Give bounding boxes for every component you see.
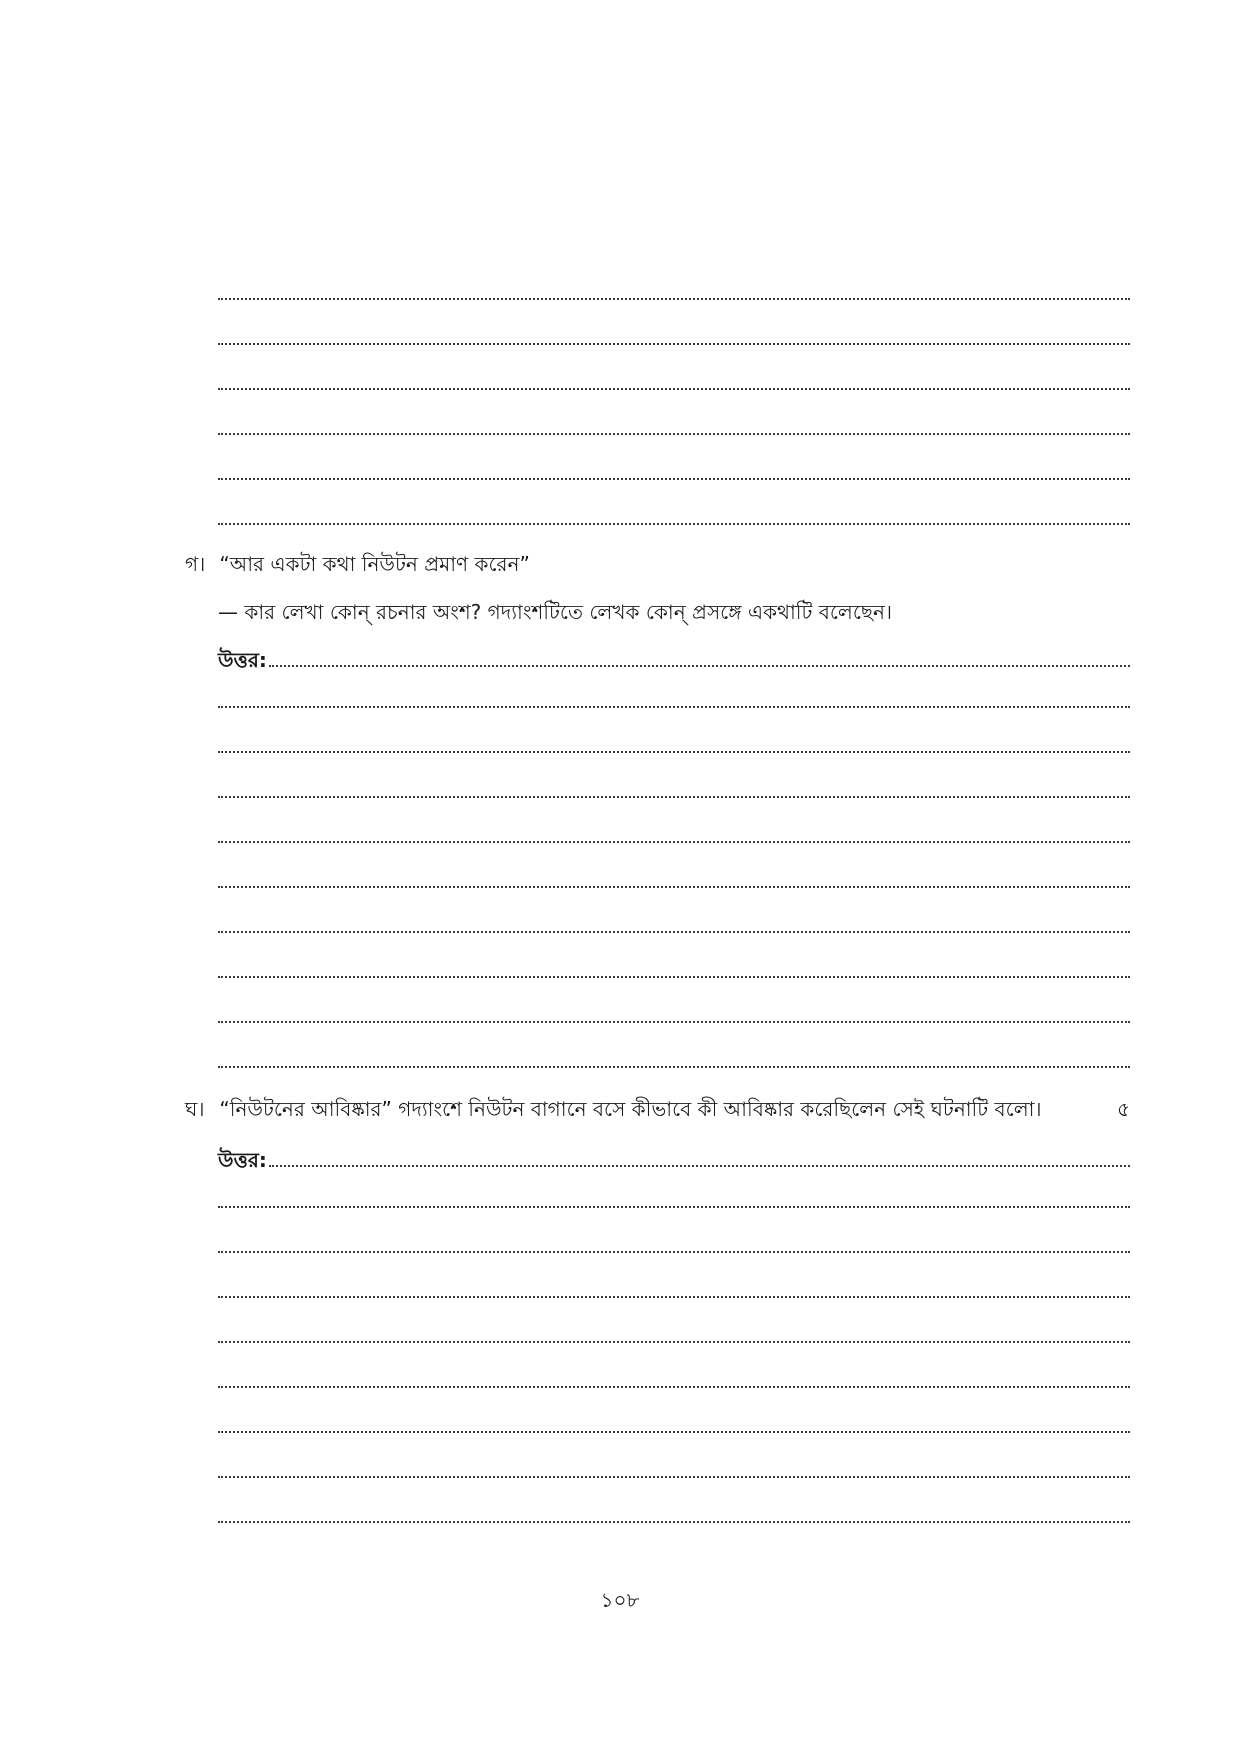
answer-line[interactable] [218,433,1130,435]
answer-line[interactable] [218,1066,1130,1068]
answer-line[interactable] [218,886,1130,888]
answer-line[interactable] [218,796,1130,798]
answer-line[interactable] [218,1341,1130,1343]
answer-row-gha[interactable] [218,1146,1130,1174]
answer-line[interactable] [218,1296,1130,1298]
answer-line[interactable] [218,1251,1130,1253]
answer-line[interactable] [218,298,1130,300]
answer-line[interactable] [218,706,1130,708]
answer-line[interactable] [218,523,1130,525]
question-ga [185,550,1130,578]
answer-line[interactable] [218,343,1130,345]
answer-line[interactable] [218,1206,1130,1208]
answer-line[interactable] [218,1476,1130,1478]
answer-label: উত্তর: [218,648,267,672]
marks-badge: ৫ [1117,1097,1130,1121]
answer-line[interactable] [218,478,1130,480]
answer-row-ga[interactable] [218,646,1130,674]
answer-line[interactable] [218,976,1130,978]
answer-line[interactable] [218,1431,1130,1433]
answer-line[interactable] [218,841,1130,843]
answer-line[interactable] [218,931,1130,933]
answer-line[interactable] [269,665,1130,667]
answer-line[interactable] [218,1386,1130,1388]
question-text: “নিউটনের আবিষ্কার” গদ্যাংশে নিউটন বাগানে বসে কীভাবে কী আবিষ্কার করেছিলেন সেই ঘটনাটি বলো। [219,1097,1042,1121]
page-number: ১০৮ [600,1588,640,1612]
answer-line[interactable] [269,1165,1130,1167]
question-text: “আর একটা কথা নিউটন প্রমাণ করেন” [219,552,530,576]
answer-line[interactable] [218,1521,1130,1523]
answer-line[interactable] [218,1021,1130,1023]
question-gha [185,1095,1130,1123]
question-label: গ। [185,552,206,576]
answer-line[interactable] [218,388,1130,390]
answer-label: উত্তর: [218,1148,267,1172]
question-label: ঘ। [185,1097,205,1121]
answer-line[interactable] [218,751,1130,753]
question-ga-subtext: — কার লেখা কোন্ রচনার অংশ? গদ্যাংশটিতে লেখক কোন্ প্রসঙ্গে একথাটি বলেছেন। [218,600,893,624]
